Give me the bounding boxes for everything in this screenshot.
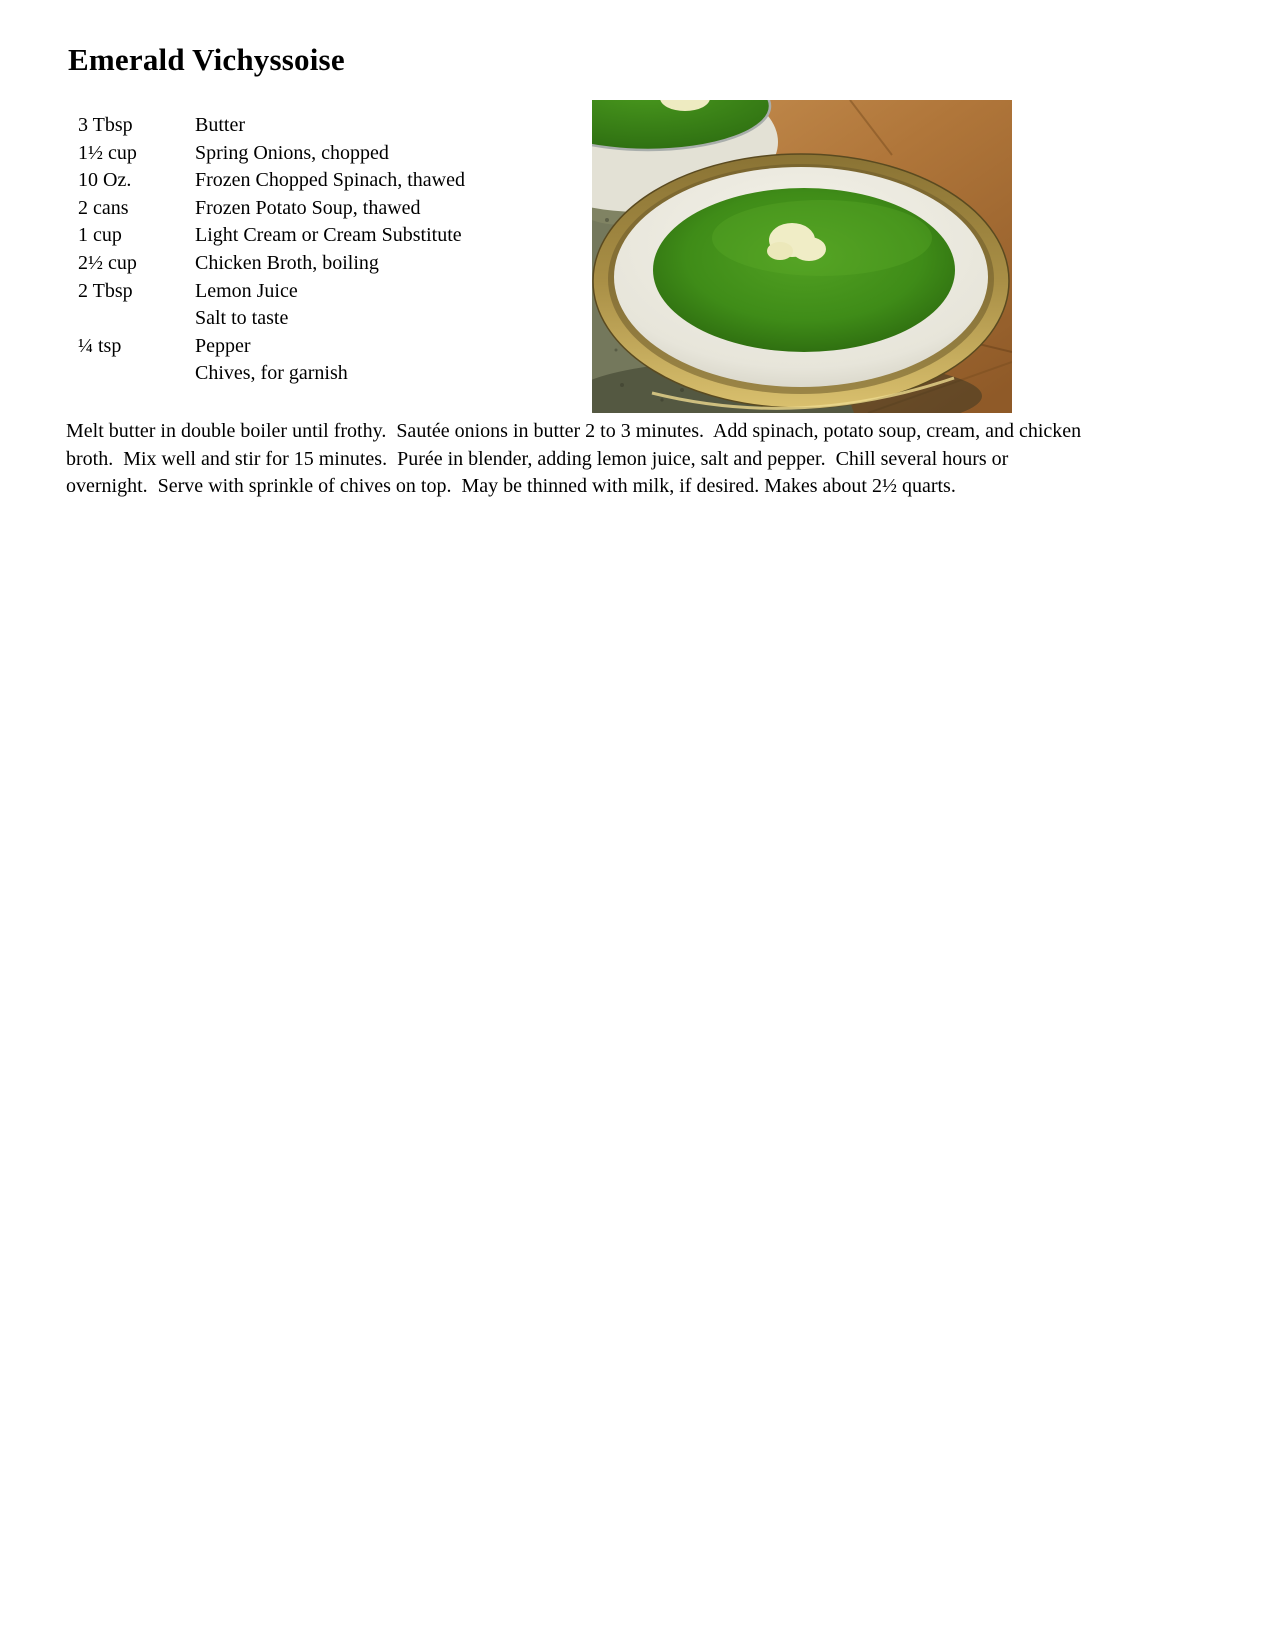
ingredient-name: Butter xyxy=(195,114,245,136)
ingredient-name: Chives, for garnish xyxy=(195,362,348,385)
ingredient-name: Spring Onions, chopped xyxy=(195,141,389,164)
ingredient-row xyxy=(78,278,578,306)
ingredient-row xyxy=(78,360,578,388)
ingredient-qty xyxy=(78,360,195,388)
ingredient-row xyxy=(78,112,578,140)
ingredient-qty: 2 Tbsp xyxy=(78,279,133,302)
ingredient-qty: ¼ tsp xyxy=(78,334,122,357)
ingredient-name: Salt to taste xyxy=(195,307,289,330)
ingredient-qty: 2 cans xyxy=(78,196,129,219)
ingredient-name: Lemon Juice xyxy=(195,279,298,302)
page-title: Emerald Vichyssoise xyxy=(68,42,345,77)
ingredient-row xyxy=(78,333,578,361)
ingredient-name: Pepper xyxy=(195,334,251,357)
ingredient-row xyxy=(78,140,578,168)
instructions-paragraph: Melt butter in double boiler until frothy. Sautée onions in butter 2 to 3 minutes. Add spinach, potato soup, cream, and chicken broth. Mix well and stir for 15 minutes. Purée in blender, adding lemon juice, salt and pepper. Chill several hours or overnight. Serve with sprinkle of chives on top. May be thinned with milk, if desired. Makes about 2½ quarts. xyxy=(66,420,1087,498)
ingredients-list xyxy=(78,112,578,388)
ingredient-row xyxy=(78,250,578,278)
ingredient-row xyxy=(78,305,578,333)
ingredient-qty: 10 Oz. xyxy=(78,169,132,192)
ingredient-row xyxy=(78,167,578,195)
ingredient-row xyxy=(78,195,578,223)
ingredient-name: Frozen Chopped Spinach, thawed xyxy=(195,169,465,192)
ingredient-qty: 1 cup xyxy=(78,224,122,247)
ingredient-row xyxy=(78,222,578,250)
ingredient-name: Frozen Potato Soup, thawed xyxy=(195,196,421,219)
soup-photo xyxy=(592,100,1012,413)
ingredient-qty xyxy=(78,305,195,333)
soup-photo-art xyxy=(592,100,1012,413)
ingredient-qty: 3 Tbsp xyxy=(78,114,133,136)
ingredient-qty: 2½ cup xyxy=(78,251,137,274)
ingredient-name: Light Cream or Cream Substitute xyxy=(195,224,462,247)
ingredient-name: Chicken Broth, boiling xyxy=(195,251,379,274)
ingredient-qty: 1½ cup xyxy=(78,141,137,164)
